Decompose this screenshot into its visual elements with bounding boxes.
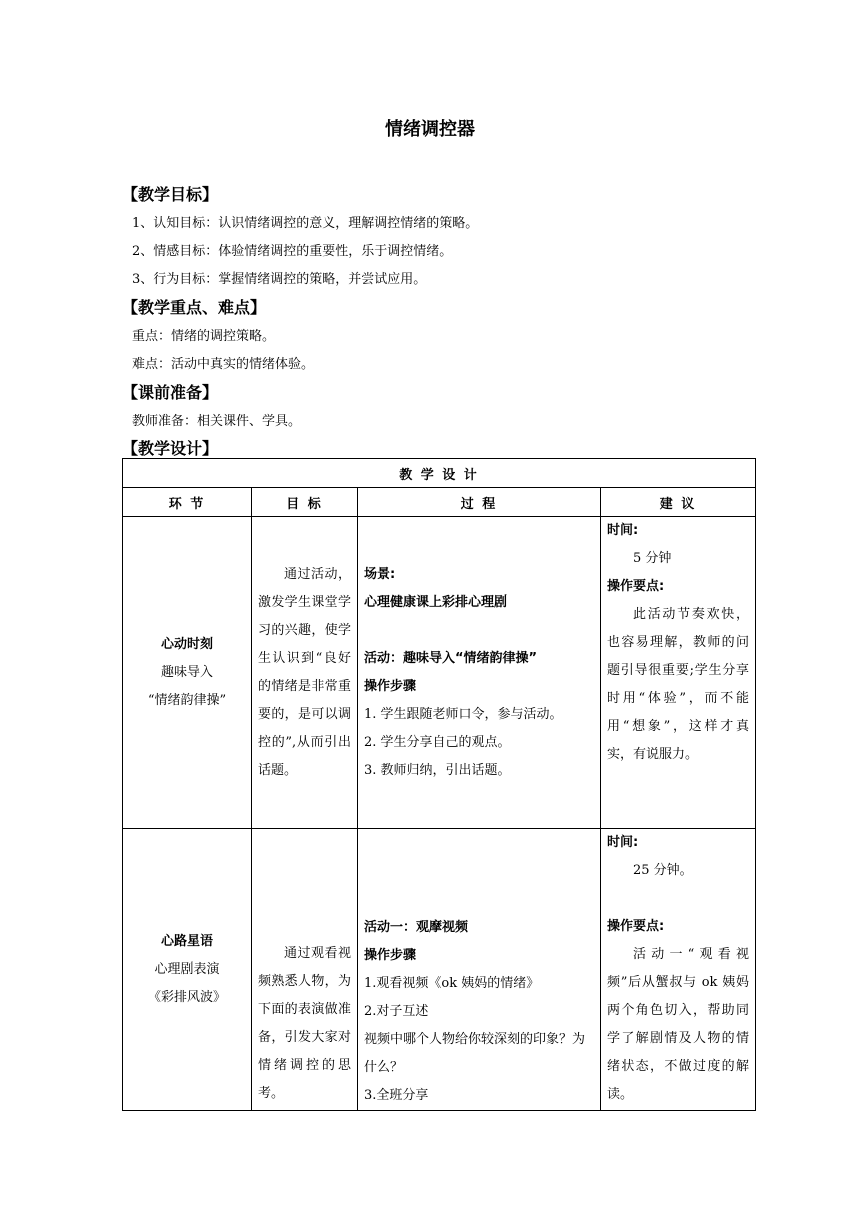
table-caption: 教 学 设 计	[123, 459, 756, 488]
goal-line: 3、行为目标：掌握情绪调控的策略，并尝试应用。	[132, 272, 427, 287]
advice-cell	[601, 517, 756, 829]
stage-subtitle: 趣味导入	[160, 664, 213, 680]
prep-heading: 【课前准备】	[122, 383, 219, 402]
time-label: 时间:	[607, 523, 639, 538]
step-item: 2.对子互述	[364, 1004, 429, 1019]
step-item: 视频中哪个人物给你较深刻的印象？为什么？	[364, 1032, 586, 1075]
design-heading: 【教学设计】	[122, 439, 219, 458]
key-points-label: 操作要点:	[607, 579, 665, 594]
key-points-text: 此活动节奏欢快，也容易理解，教师的问题引导很重要;学生分享时用“体验”，而不能用“想象”，这样才真实，有说服力。	[607, 607, 750, 762]
stage-cell	[123, 517, 252, 829]
stage-name: 心动时刻	[160, 636, 213, 652]
key-points-label: 操作要点:	[607, 919, 665, 934]
activity-title: 活动：趣味导入“情绪韵律操”	[364, 650, 538, 666]
column-header-goal: 目 标	[252, 488, 358, 517]
process-cell	[358, 517, 601, 829]
goals-heading: 【教学目标】	[122, 185, 219, 204]
activity-title: 活动一：观摩视频	[364, 920, 469, 935]
process-cell	[358, 829, 601, 1111]
stage-subtitle: 《彩排风波》	[147, 989, 226, 1005]
scene-label: 场景:	[364, 566, 396, 582]
step-item: 3. 教师归纳，引出话题。	[364, 762, 511, 778]
key-points-text: 活动一“观看视频”后从蟹叔与 ok 姨妈两个角色切入，帮助同学了解剧情及人物的情绪状态，不做过度的解读。	[607, 947, 750, 1102]
goal-line: 2、情感目标：体验情绪调控的重要性，乐于调控情绪。	[132, 244, 453, 259]
goal-cell	[252, 829, 358, 1111]
document-title: 情绪调控器	[385, 119, 475, 140]
prep-line: 教师准备：相关课件、学具。	[132, 414, 302, 429]
time-value: 5 分钟	[633, 551, 672, 566]
column-header-stage: 环 节	[123, 488, 252, 517]
stage-subtitle: 心理剧表演	[154, 961, 220, 977]
goal-line: 1、认知目标：认识情绪调控的意义，理解调控情绪的策略。	[132, 216, 479, 231]
keypoints-heading: 【教学重点、难点】	[122, 298, 267, 317]
goal-text: 通过观看视频熟悉人物，为下面的表演做准备，引发大家对情绪调控的思考。	[258, 946, 351, 1101]
steps-label: 操作步骤	[364, 678, 417, 694]
steps-label: 操作步骤	[364, 948, 417, 963]
keypoint-line: 难点：活动中真实的情绪体验。	[132, 357, 315, 372]
step-item: 2. 学生分享自己的观点。	[364, 734, 511, 750]
time-value: 25 分钟。	[633, 863, 693, 878]
goal-cell	[252, 517, 358, 829]
step-item: 3.全班分享	[364, 1088, 429, 1103]
step-item: 1.观看视频《ok 姨妈的情绪》	[364, 976, 540, 991]
advice-cell	[601, 829, 756, 1111]
stage-name: 心路星语	[160, 933, 213, 949]
stage-cell	[123, 829, 252, 1111]
column-header-process: 过 程	[358, 488, 601, 517]
goal-text: 通过活动，激发学生课堂学习的兴趣，使学生认识到“良好的情绪是非常重要的，是可以调控的”,从而引出话题。	[258, 566, 351, 778]
stage-subtitle: “情绪韵律操”	[147, 692, 227, 708]
time-label: 时间:	[607, 835, 639, 850]
table-row	[123, 517, 756, 829]
table-row	[123, 829, 756, 1111]
step-item: 1. 学生跟随老师口令，参与活动。	[364, 706, 563, 722]
teaching-design-table	[122, 458, 756, 1111]
keypoint-line: 重点：情绪的调控策略。	[132, 329, 276, 344]
column-header-advice: 建 议	[601, 488, 756, 517]
scene-text: 心理健康课上彩排心理剧	[364, 594, 508, 610]
